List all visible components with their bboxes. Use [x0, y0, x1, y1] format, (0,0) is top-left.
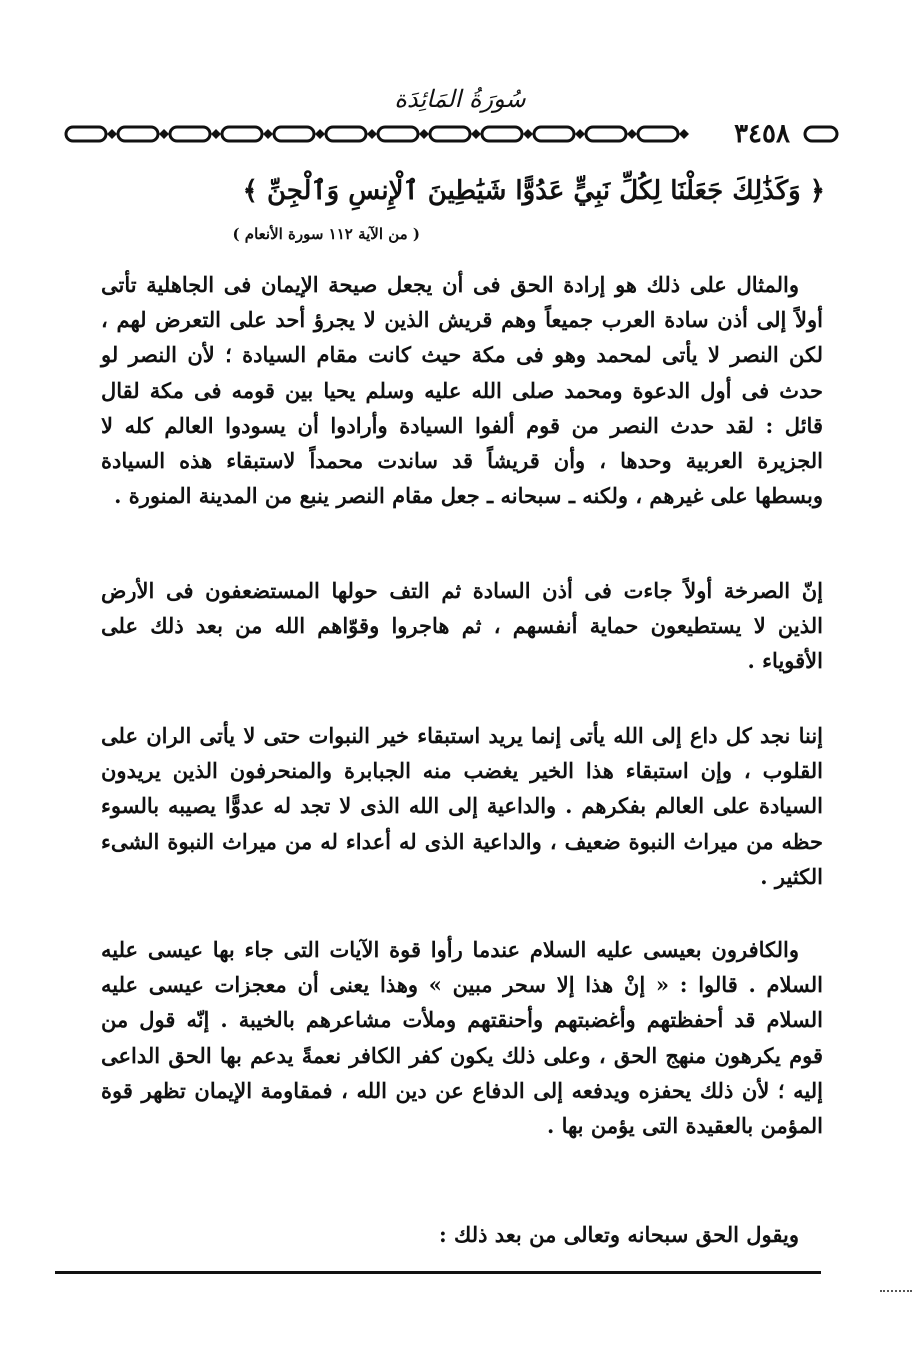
paragraph-1 [101, 267, 823, 513]
chain-diamond [471, 129, 481, 139]
chain-link [534, 127, 574, 141]
chain-link [430, 127, 470, 141]
footer-rule [55, 1271, 821, 1274]
chain-link [118, 127, 158, 141]
margin-mark [880, 1290, 912, 1294]
paragraph-2 [101, 573, 823, 679]
chain-link [378, 127, 418, 141]
chain-diamond [627, 129, 637, 139]
chain-diamond [419, 129, 429, 139]
paragraph-5 [101, 1217, 823, 1252]
paragraph-2-text: إنّ الصرخة أولاً جاءت فى أذن السادة ثم التف حولها المستضعفون فى الأرض الذين لا يستطيعون حماية أنفسهم ، ثم هاجروا وقوّاهم الله من بعد ذلك على الأقوياء . [101, 578, 823, 674]
chain-link [274, 127, 314, 141]
quran-verse: ﴿ وَكَذَٰلِكَ جَعَلْنَا لِكُلِّ نَبِيٍّ عَدُوًّا شَيَٰطِينَ ٱلْإِنسِ وَٱلْجِنِّ ﴾ [242, 176, 825, 206]
page-number: ٣٤٥٨ [722, 118, 802, 150]
chain-diamond [107, 129, 117, 139]
paragraph-3 [101, 718, 823, 894]
chain-diamond [315, 129, 325, 139]
paragraph-4 [101, 932, 823, 1143]
chain-link [326, 127, 366, 141]
paragraph-3-text: إننا نجد كل داع إلى الله يأتى إنما يريد استبقاء خير النبوات حتى لا يأتى الران على القلوب ، وإن استبقاء هذا الخير يغضب منه الجبابرة والمنحرفون الذين يريدون السيادة على العالم بفكرهم . والداعية إلى الله الذى لا تجد له عدوًّا يصيبه بالسوء حظه من ميراث النبوة ضعيف ، والداعية الذى له أعداء له من ميراث النبوة الشىء الكثير . [101, 723, 823, 889]
chain-diamond [211, 129, 221, 139]
chain-diamond [159, 129, 169, 139]
chain-link [66, 127, 106, 141]
chain-link [222, 127, 262, 141]
paragraph-4-text: والكافرون بعيسى عليه السلام عندما رأوا قوة الآيات التى جاء بها عيسى عليه السلام . قالوا : « إنْ هذا إلا سحر مبين » وهذا يعنى أن معجزات عيسى عليه السلام قد أحفظتهم وأغضبتهم وأحنقتهم وملأت مشاعرهم بالخيبة . إنّه قول من قوم يكرهون منهج الحق ، وعلى ذلك يكون كفر الكافر نعمةً يدعم بها الحق الداعى إليه ؛ لأن ذلك يحفزه ويدفعه إلى الدفاع عن دين الله ، فمقاومة الإيمان تظهر قوة المؤمن بالعقيدة التى يؤمن بها . [101, 937, 823, 1139]
chain-diamond [523, 129, 533, 139]
chain-diamond [367, 129, 377, 139]
chain-diamond [575, 129, 585, 139]
surah-title: سُورَةُ المَائِدَة [394, 85, 526, 113]
chain-diamond [679, 129, 689, 139]
chain-link [586, 127, 626, 141]
paragraph-1-text: والمثال على ذلك هو إرادة الحق فى أن يجعل صيحة الإيمان فى الجاهلية تأتى أولاً إلى أذن سادة العرب جميعاً وهم قريش الذين لا يجرؤ أحد على التعرض لهم ، لكن النصر لا يأتى لمحمد وهو فى مكة حيث كانت مقام السيادة ؛ لأن النصر لو حدث فى أول الدعوة ومحمد صلى الله عليه وسلم يحيا بين قومه فى مكة لقال قائل : لقد حدث النصر من قوم ألفوا السيادة وأرادوا أن يسودوا العالم كله لا الجزيرة العربية وحدها ، وأن قريشاً قد ساندت محمداً لاستبقاء هذه السيادة وبسطها على غيرهم ، ولكنه ـ سبحانه ـ جعل مقام النصر ينبع من المدينة المنورة . [101, 272, 823, 509]
chain-link [638, 127, 678, 141]
chain-link [170, 127, 210, 141]
chain-link [805, 127, 837, 141]
verse-reference: ( من الآية ١١٢ سورة الأنعام ) [232, 225, 420, 243]
chain-diamond [263, 129, 273, 139]
chain-link [482, 127, 522, 141]
paragraph-5-text: ويقول الحق سبحانه وتعالى من بعد ذلك : [438, 1222, 799, 1247]
